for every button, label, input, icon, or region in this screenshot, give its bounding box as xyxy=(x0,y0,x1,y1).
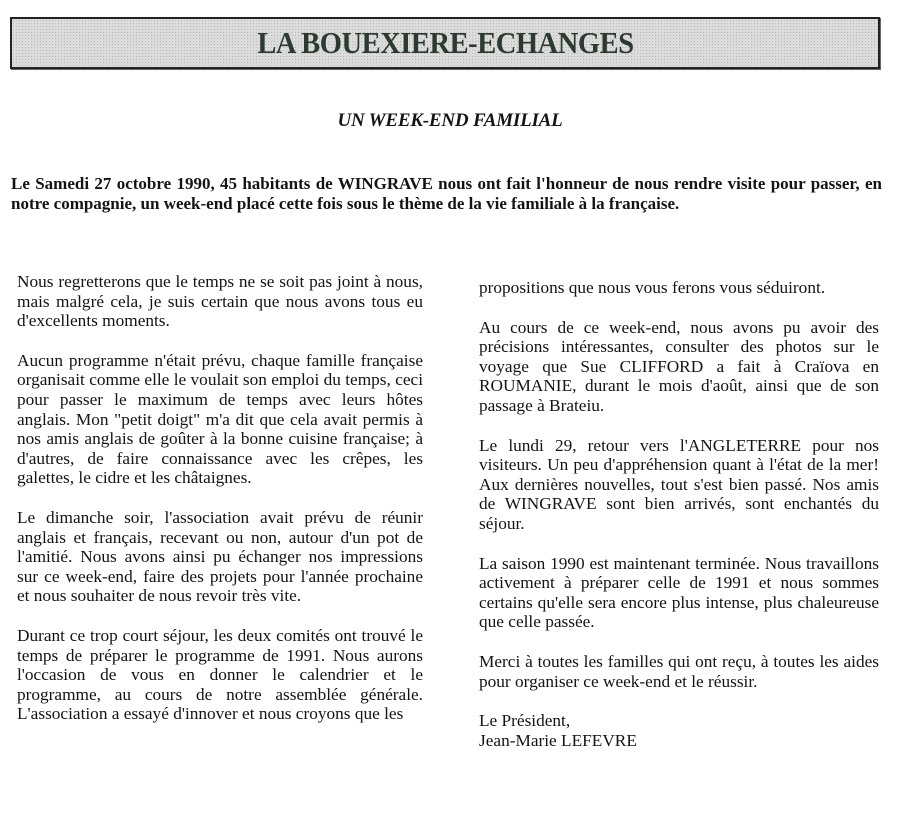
paragraph: Aucun programme n'était prévu, chaque famille française organisait comme elle le voulait son emploi du temps, ceci pour passer le maximum de temps avec leurs hôtes anglais. Mon "petit doigt" m'a dit que cela avait permis à nos amis anglais de goûter à la bonne cuisine française; à d'autres, de faire connaissance avec les crêpes, les galettes, le cidre et les châtaignes. xyxy=(17,350,423,488)
publication-title: LA BOUEXIERE-ECHANGES xyxy=(256,25,634,60)
signature xyxy=(479,711,879,750)
paragraph: Au cours de ce week-end, nous avons pu avoir des précisions intéressantes, consulter des photos sur le voyage que Sue CLIFFORD a fait à Craïova en ROUMANIE, durant le mois d'août, ainsi que de son passage à Brateiu. xyxy=(479,317,879,415)
left-column xyxy=(17,272,423,744)
signature-role: Le Président, xyxy=(479,711,571,731)
right-column xyxy=(479,278,879,750)
paragraph: Nous regretterons que le temps ne se soit pas joint à nous, mais malgré cela, je suis certain que nous avons tous eu d'excellents moments. xyxy=(17,272,423,331)
paragraph: Durant ce trop court séjour, les deux comités ont trouvé le temps de préparer le programme de 1991. Nous aurons l'occasion de vous en donner le calendrier et le programme, au cours de notre assemblée générale. L'association a essayé d'innover et nous croyons que les xyxy=(17,625,423,724)
header-banner xyxy=(10,17,880,69)
paragraph: La saison 1990 est maintenant terminée. Nous travaillons activement à préparer celle de 1991 et nous sommes certains qu'elle sera encore plus intense, plus chaleureuse que celle passée. xyxy=(479,553,879,632)
paragraph: Le dimanche soir, l'association avait prévu de réunir anglais et français, recevant ou non, autour d'un pot de l'amitié. Nous avons ainsi pu échanger nos impressions sur ce week-end, faire des projets pour l'année prochaine et nous souhaiter de nous revoir très vite. xyxy=(17,507,423,606)
paragraph: Merci à toutes les familles qui ont reçu, à toutes les aides pour organiser ce week-end et le réussir. xyxy=(479,651,879,691)
paragraph: propositions que nous vous ferons vous séduiront. xyxy=(479,278,826,297)
signature-name: Jean-Marie LEFEVRE xyxy=(479,730,637,750)
article-title: UN WEEK-END FAMILIAL xyxy=(337,110,563,131)
paragraph: Le lundi 29, retour vers l'ANGLETERRE pour nos visiteurs. Un peu d'appréhension quant à l'état de la mer! Aux dernières nouvelles, tout s'est bien passé. Nos amis de WINGRAVE sont bien arrivés, sont enchantés du séjour. xyxy=(479,435,879,533)
article-intro: Le Samedi 27 octobre 1990, 45 habitants de WINGRAVE nous ont fait l'honneur de nous rendre visite pour passer, en notre compagnie, un week-end placé cette fois sous le thème de la vie familiale à la française. xyxy=(11,174,882,213)
